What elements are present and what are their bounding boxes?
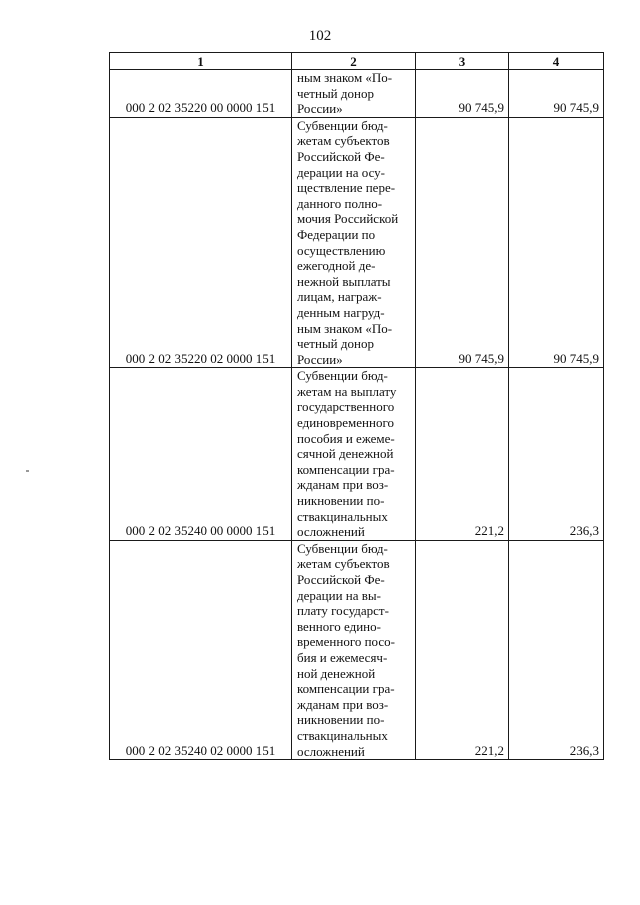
header-col-3: 3 <box>416 53 509 70</box>
page-number: 102 <box>308 28 332 44</box>
budget-code-cell: 000 2 02 35240 00 0000 151 <box>110 368 292 541</box>
table-row <box>110 70 604 118</box>
header-row <box>110 53 604 70</box>
table-header <box>110 53 604 70</box>
header-col-4: 4 <box>509 53 604 70</box>
amount-col-4-cell: 90 745,9 <box>509 117 604 368</box>
amount-col-3-cell: 90 745,9 <box>416 70 509 118</box>
budget-code-cell: 000 2 02 35220 02 0000 151 <box>110 117 292 368</box>
budget-table <box>109 52 604 760</box>
amount-col-4-cell: 90 745,9 <box>509 70 604 118</box>
table-row <box>110 117 604 368</box>
description-cell: Субвенции бюд- жетам субъектов Российской Фе- дерации на осу- ществление пере- данного полно- мочия Российской Федерации по осуществлению ежегодной де- нежной выплаты лицам, награж- денным нагруд- ным знаком «По- четный донор России» <box>292 117 416 368</box>
table-row <box>110 368 604 541</box>
table-row <box>110 540 604 759</box>
header-col-2: 2 <box>292 53 416 70</box>
amount-col-4-cell: 236,3 <box>509 540 604 759</box>
description-cell: ным знаком «По- четный донор России» <box>292 70 416 118</box>
scan-speck <box>26 470 29 472</box>
header-col-1: 1 <box>110 53 292 70</box>
budget-code-cell: 000 2 02 35240 02 0000 151 <box>110 540 292 759</box>
amount-col-4-cell: 236,3 <box>509 368 604 541</box>
amount-col-3-cell: 221,2 <box>416 540 509 759</box>
budget-code-cell: 000 2 02 35220 00 0000 151 <box>110 70 292 118</box>
table-body <box>110 70 604 760</box>
description-cell: Субвенции бюд- жетам субъектов Российской Фе- дерации на вы- плату государст- венного едино- временного посо- бия и ежемесяч- ной денежной компенсации гра- жданам при воз- никновении по- ствакцинальных осложнений <box>292 540 416 759</box>
amount-col-3-cell: 221,2 <box>416 368 509 541</box>
amount-col-3-cell: 90 745,9 <box>416 117 509 368</box>
description-cell: Субвенции бюд- жетам на выплату государственного единовременного пособия и ежеме- сячной денежной компенсации гра- жданам при воз- никновении по- ствакцинальных осложнений <box>292 368 416 541</box>
